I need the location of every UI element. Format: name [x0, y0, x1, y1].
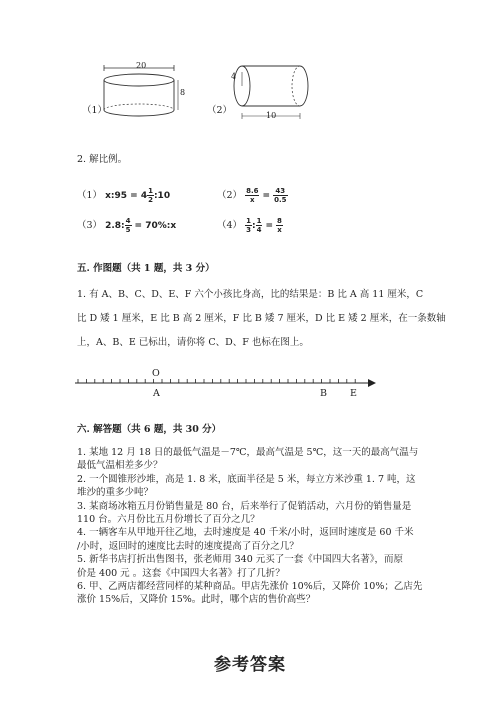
proportion-3-left: 2.8: [105, 221, 125, 231]
section-6-line: 6. 甲、乙两店都经营同样的某种商品。甲店先涨价 10%后，又降价 10%；乙店先 [77, 581, 423, 592]
section-6-line: 110 台。六月份比五月份增长了百分之几？ [77, 514, 260, 525]
proportion-2-equals: = [262, 191, 271, 201]
figure-2-length: 10 [266, 111, 277, 120]
proportion-4-fraction-a: $\frac{1}{3}$ [246, 217, 251, 234]
section-6-heading: 六. 解答题（共 6 题，共 30 分） [77, 424, 222, 435]
section-6-line: 1. 某地 12 月 18 日的最低气温是－7℃，最高气温是 5℃，这一天的最高气温与 [77, 447, 419, 458]
proportion-1 [77, 187, 170, 204]
proportion-2-fraction-a: $\frac{8.6}{x}$ [246, 187, 259, 204]
figure-2-label: （2） [207, 105, 233, 116]
section-6-line: /小时，返回时的速度比去时的速度提高了百分之几？ [77, 540, 299, 552]
proportion-1-right: :10 [153, 191, 171, 201]
point-e-label: E [350, 388, 357, 399]
proportion-2-fraction-b: $\frac{43}{0.5}$ [274, 187, 287, 204]
proportion-2 [217, 187, 288, 204]
number-line [70, 368, 380, 398]
section-6-line: 价是 400 元 。这套《中国四大名著》打了几折？ [77, 567, 285, 579]
proportion-4-colon: : [251, 221, 256, 231]
proportion-3 [77, 217, 176, 234]
section-5-q1-line1: 1. 有 A、B、C、D、E、F 六个小孩比身高，比的结果是：B 比 A 高 11 厘米，C [77, 289, 424, 300]
section-5-q1-line2: 比 D 矮 1 厘米，E 比 B 高 2 厘米，F 比 B 矮 7 厘米，D 比 E 矮 2 厘米，在一条数轴 [77, 313, 446, 324]
proportion-4-label: （4） [217, 220, 243, 231]
section-6-line: 3. 某商场冰箱五月份销售量是 80 台，后来举行了促销活动，六月份的销售量是 [77, 500, 412, 512]
point-a-label: A [153, 388, 160, 399]
section-6-line: 涨价 15%后，又降价 15%。此时，哪个店的售价高些？ [77, 594, 316, 606]
proportion-3-right: = 70%:x [134, 221, 177, 231]
section-6-line: 堆沙的重多少吨？ [77, 487, 154, 499]
figure-1-height: 8 [180, 88, 186, 97]
proportion-1-label: （1） [77, 190, 103, 201]
figure-2-diameter: 4 [231, 72, 237, 81]
answer-title: 参考答案 [214, 655, 286, 675]
point-b-label: B [320, 388, 327, 399]
proportion-4-equals: = [265, 221, 274, 231]
figure-1-width: 20 [136, 61, 147, 70]
section-6-line: 2. 一个圆锥形沙堆，高是 1. 8 米，底面半径是 5 米，每立方米沙重 1. 7 吨，这 [77, 473, 416, 485]
proportion-3-fraction: $\frac{4}{5}$ [125, 217, 131, 234]
section-5-heading: 五. 作图题（共 1 题，共 3 分） [77, 263, 215, 274]
section-5-q1-line3: 上，A、B、E 已标出，请你将 C、D、F 也标在图上。 [77, 337, 309, 348]
proportion-4-fraction-b: $\frac{1}{4}$ [256, 217, 262, 234]
arrow-icon [368, 379, 376, 387]
proportion-4 [217, 217, 283, 234]
proportion-4-fraction-c: $\frac{8}{x}$ [277, 217, 282, 234]
section-6-line: 5. 新华书店打折出售图书，张老师用 340 元买了一套《中国四大名著》，而原 [77, 554, 404, 566]
section-6-line: 4. 一辆客车从甲地开往乙地，去时速度是 40 千米/小时，返回时速度是 60 千米 [77, 527, 414, 539]
proportion-1-left: x:95 = 4 [105, 191, 148, 201]
origin-label: O [152, 368, 160, 379]
proportion-3-label: （3） [77, 220, 103, 231]
proportion-1-fraction: $\frac{1}{2}$ [148, 187, 153, 204]
section-6-line: 最低气温相差多少？ [77, 460, 163, 472]
q2-heading: 2. 解比例。 [77, 154, 128, 165]
figure-1-label: （1） [82, 105, 108, 116]
proportion-2-label: （2） [217, 190, 243, 201]
